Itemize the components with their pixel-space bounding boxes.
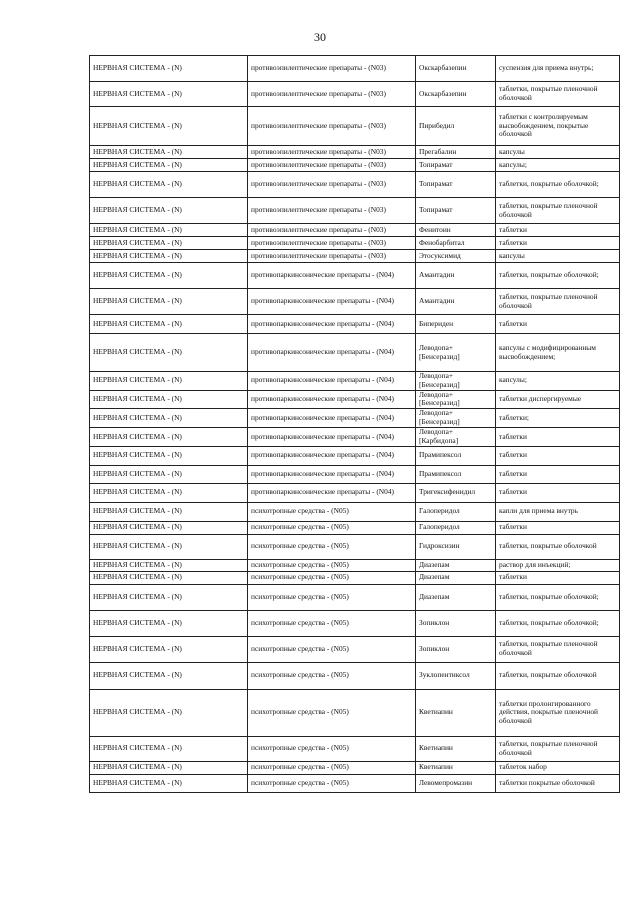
- cell-group: противоэпилептические препараты - (N03): [248, 172, 416, 198]
- cell-system: НЕРВНАЯ СИСТЕМА - (N): [90, 610, 248, 636]
- cell-system: НЕРВНАЯ СИСТЕМА - (N): [90, 584, 248, 610]
- cell-system: НЕРВНАЯ СИСТЕМА - (N): [90, 571, 248, 584]
- table-row: [90, 465, 620, 483]
- cell-form: таблетки, покрытые оболочкой: [496, 662, 620, 689]
- cell-form: таблетки: [496, 315, 620, 334]
- cell-form: таблетки: [496, 224, 620, 237]
- cell-system: НЕРВНАЯ СИСТЕМА - (N): [90, 534, 248, 559]
- cell-drug: Прамипексол: [416, 465, 496, 483]
- table-row: [90, 82, 620, 107]
- cell-system: НЕРВНАЯ СИСТЕМА - (N): [90, 107, 248, 146]
- cell-form: таблетки;: [496, 409, 620, 428]
- cell-group: противоэпилептические препараты - (N03): [248, 237, 416, 250]
- table-row: [90, 372, 620, 391]
- cell-group: психотропные средства - (N05): [248, 662, 416, 689]
- table-body: [90, 56, 620, 793]
- cell-drug: Диазепам: [416, 571, 496, 584]
- cell-system: НЕРВНАЯ СИСТЕМА - (N): [90, 483, 248, 502]
- cell-form: капсулы;: [496, 159, 620, 172]
- table-row: [90, 146, 620, 159]
- cell-form: таблетки, покрытые оболочкой: [496, 534, 620, 559]
- cell-drug: Кветиапин: [416, 761, 496, 774]
- table-row: [90, 736, 620, 761]
- table-row: [90, 237, 620, 250]
- cell-group: противопаркинсонические препараты - (N04): [248, 289, 416, 315]
- cell-form: таблетки, покрытые оболочкой;: [496, 172, 620, 198]
- cell-system: НЕРВНАЯ СИСТЕМА - (N): [90, 263, 248, 289]
- cell-drug: Амантадин: [416, 289, 496, 315]
- cell-form: таблетки: [496, 428, 620, 447]
- cell-group: психотропные средства - (N05): [248, 774, 416, 792]
- cell-form: таблетки, покрытые пленочной оболочкой: [496, 82, 620, 107]
- cell-system: НЕРВНАЯ СИСТЕМА - (N): [90, 465, 248, 483]
- cell-system: НЕРВНАЯ СИСТЕМА - (N): [90, 446, 248, 465]
- cell-form: таблетки: [496, 465, 620, 483]
- cell-drug: Фенитоин: [416, 224, 496, 237]
- cell-group: противопаркинсонические препараты - (N04): [248, 409, 416, 428]
- cell-group: психотропные средства - (N05): [248, 502, 416, 521]
- cell-drug: Леводопа+[Карбидопа]: [416, 428, 496, 447]
- cell-drug: Амантадин: [416, 263, 496, 289]
- cell-drug: Леводопа+[Бенсеразид]: [416, 334, 496, 372]
- cell-system: НЕРВНАЯ СИСТЕМА - (N): [90, 198, 248, 224]
- cell-system: НЕРВНАЯ СИСТЕМА - (N): [90, 250, 248, 263]
- cell-group: противоэпилептические препараты - (N03): [248, 146, 416, 159]
- cell-system: НЕРВНАЯ СИСТЕМА - (N): [90, 428, 248, 447]
- table-row: [90, 159, 620, 172]
- cell-form: таблетки, покрытые пленочной оболочкой: [496, 289, 620, 315]
- cell-drug: Зопиклон: [416, 610, 496, 636]
- cell-system: НЕРВНАЯ СИСТЕМА - (N): [90, 636, 248, 662]
- cell-form: таблетки: [496, 483, 620, 502]
- cell-group: противопаркинсонические препараты - (N04): [248, 334, 416, 372]
- cell-system: НЕРВНАЯ СИСТЕМА - (N): [90, 372, 248, 391]
- page-number: 30: [314, 30, 326, 44]
- cell-group: противопаркинсонические препараты - (N04): [248, 390, 416, 409]
- cell-group: психотропные средства - (N05): [248, 689, 416, 736]
- cell-system: НЕРВНАЯ СИСТЕМА - (N): [90, 146, 248, 159]
- cell-drug: Гидроксизин: [416, 534, 496, 559]
- cell-system: НЕРВНАЯ СИСТЕМА - (N): [90, 774, 248, 792]
- cell-group: психотропные средства - (N05): [248, 521, 416, 534]
- cell-group: противопаркинсонические препараты - (N04): [248, 446, 416, 465]
- cell-form: таблетки диспергируемые: [496, 390, 620, 409]
- table-row: [90, 584, 620, 610]
- table-row: [90, 315, 620, 334]
- cell-system: НЕРВНАЯ СИСТЕМА - (N): [90, 56, 248, 82]
- cell-group: психотропные средства - (N05): [248, 761, 416, 774]
- table-row: [90, 502, 620, 521]
- cell-drug: Топирамат: [416, 198, 496, 224]
- cell-drug: Бипериден: [416, 315, 496, 334]
- cell-form: таблетки, покрытые пленочной оболочкой: [496, 198, 620, 224]
- cell-form: суспензия для приема внутрь;: [496, 56, 620, 82]
- cell-system: НЕРВНАЯ СИСТЕМА - (N): [90, 390, 248, 409]
- cell-form: капсулы с модифицированным высвобождением;: [496, 334, 620, 372]
- cell-form: таблетки: [496, 521, 620, 534]
- table-row: [90, 409, 620, 428]
- cell-group: противоэпилептические препараты - (N03): [248, 56, 416, 82]
- table-row: [90, 390, 620, 409]
- cell-form: таблетки покрытые оболочкой: [496, 774, 620, 792]
- cell-form: таблетки, покрытые оболочкой;: [496, 610, 620, 636]
- cell-form: таблетки: [496, 446, 620, 465]
- cell-drug: Зуклопентиксол: [416, 662, 496, 689]
- cell-form: капли для приема внутрь: [496, 502, 620, 521]
- cell-drug: Прегабалин: [416, 146, 496, 159]
- table-row: [90, 56, 620, 82]
- cell-drug: Галоперидол: [416, 521, 496, 534]
- cell-group: психотропные средства - (N05): [248, 636, 416, 662]
- cell-system: НЕРВНАЯ СИСТЕМА - (N): [90, 82, 248, 107]
- table-row: [90, 483, 620, 502]
- cell-form: капсулы: [496, 146, 620, 159]
- cell-form: таблетки: [496, 571, 620, 584]
- cell-form: таблетки пролонгированного действия, покрытые пленочной оболочкой: [496, 689, 620, 736]
- table-row: [90, 774, 620, 792]
- cell-form: раствор для инъекций;: [496, 559, 620, 571]
- cell-system: НЕРВНАЯ СИСТЕМА - (N): [90, 736, 248, 761]
- drug-table: [89, 55, 620, 793]
- cell-system: НЕРВНАЯ СИСТЕМА - (N): [90, 662, 248, 689]
- cell-group: противопаркинсонические препараты - (N04): [248, 263, 416, 289]
- table-row: [90, 689, 620, 736]
- cell-system: НЕРВНАЯ СИСТЕМА - (N): [90, 159, 248, 172]
- cell-drug: Леводопа+[Бенсеразид]: [416, 409, 496, 428]
- cell-drug: Окскарбазепин: [416, 82, 496, 107]
- cell-drug: Прамипексол: [416, 446, 496, 465]
- cell-drug: Топирамат: [416, 172, 496, 198]
- table-row: [90, 559, 620, 571]
- cell-drug: Левомепромазин: [416, 774, 496, 792]
- cell-group: противопаркинсонические препараты - (N04): [248, 428, 416, 447]
- cell-system: НЕРВНАЯ СИСТЕМА - (N): [90, 761, 248, 774]
- cell-drug: Диазепам: [416, 584, 496, 610]
- table-row: [90, 250, 620, 263]
- table-row: [90, 534, 620, 559]
- cell-group: психотропные средства - (N05): [248, 584, 416, 610]
- table-row: [90, 224, 620, 237]
- cell-form: капсулы;: [496, 372, 620, 391]
- cell-group: противопаркинсонические препараты - (N04): [248, 372, 416, 391]
- cell-drug: Этосуксимид: [416, 250, 496, 263]
- cell-system: НЕРВНАЯ СИСТЕМА - (N): [90, 502, 248, 521]
- cell-form: таблетки, покрытые пленочной оболочкой: [496, 636, 620, 662]
- cell-group: противоэпилептические препараты - (N03): [248, 250, 416, 263]
- cell-form: таблетки, покрытые оболочкой;: [496, 584, 620, 610]
- cell-form: таблетки, покрытые оболочкой;: [496, 263, 620, 289]
- table-row: [90, 107, 620, 146]
- cell-drug: Галоперидол: [416, 502, 496, 521]
- cell-group: противопаркинсонические препараты - (N04): [248, 465, 416, 483]
- cell-group: психотропные средства - (N05): [248, 534, 416, 559]
- table-row: [90, 446, 620, 465]
- cell-drug: Кветиапин: [416, 689, 496, 736]
- table-row: [90, 289, 620, 315]
- cell-drug: Топирамат: [416, 159, 496, 172]
- table-row: [90, 198, 620, 224]
- cell-group: противоэпилептические препараты - (N03): [248, 107, 416, 146]
- cell-group: противопаркинсонические препараты - (N04): [248, 315, 416, 334]
- cell-drug: Тригексифенидил: [416, 483, 496, 502]
- table-row: [90, 428, 620, 447]
- table-row: [90, 761, 620, 774]
- cell-system: НЕРВНАЯ СИСТЕМА - (N): [90, 334, 248, 372]
- cell-system: НЕРВНАЯ СИСТЕМА - (N): [90, 689, 248, 736]
- cell-form: таблетки, покрытые пленочной оболочкой: [496, 736, 620, 761]
- cell-drug: Диазепам: [416, 559, 496, 571]
- cell-system: НЕРВНАЯ СИСТЕМА - (N): [90, 409, 248, 428]
- table-row: [90, 521, 620, 534]
- cell-group: психотропные средства - (N05): [248, 736, 416, 761]
- cell-system: НЕРВНАЯ СИСТЕМА - (N): [90, 172, 248, 198]
- table-row: [90, 636, 620, 662]
- cell-drug: Зопиклон: [416, 636, 496, 662]
- cell-group: психотропные средства - (N05): [248, 610, 416, 636]
- cell-group: противоэпилептические препараты - (N03): [248, 82, 416, 107]
- cell-group: противоэпилептические препараты - (N03): [248, 198, 416, 224]
- cell-group: психотропные средства - (N05): [248, 559, 416, 571]
- cell-drug: Леводопа+[Бенсеразид]: [416, 390, 496, 409]
- cell-form: капсулы: [496, 250, 620, 263]
- cell-form: таблетки с контролируемым высвобождением, покрытые оболочкой: [496, 107, 620, 146]
- cell-form: таблетки: [496, 237, 620, 250]
- cell-drug: Леводопа+[Бенсеразид]: [416, 372, 496, 391]
- table-row: [90, 334, 620, 372]
- cell-drug: Пирибедил: [416, 107, 496, 146]
- cell-system: НЕРВНАЯ СИСТЕМА - (N): [90, 559, 248, 571]
- cell-drug: Кветиапин: [416, 736, 496, 761]
- table-row: [90, 610, 620, 636]
- table-row: [90, 571, 620, 584]
- table-row: [90, 662, 620, 689]
- cell-drug: Фенобарбитал: [416, 237, 496, 250]
- cell-system: НЕРВНАЯ СИСТЕМА - (N): [90, 521, 248, 534]
- cell-system: НЕРВНАЯ СИСТЕМА - (N): [90, 224, 248, 237]
- cell-group: противоэпилептические препараты - (N03): [248, 159, 416, 172]
- cell-form: таблеток набор: [496, 761, 620, 774]
- table-row: [90, 263, 620, 289]
- cell-group: психотропные средства - (N05): [248, 571, 416, 584]
- cell-group: противоэпилептические препараты - (N03): [248, 224, 416, 237]
- table-row: [90, 172, 620, 198]
- cell-system: НЕРВНАЯ СИСТЕМА - (N): [90, 237, 248, 250]
- cell-drug: Окскарбазепин: [416, 56, 496, 82]
- cell-group: противопаркинсонические препараты - (N04): [248, 483, 416, 502]
- cell-system: НЕРВНАЯ СИСТЕМА - (N): [90, 289, 248, 315]
- cell-system: НЕРВНАЯ СИСТЕМА - (N): [90, 315, 248, 334]
